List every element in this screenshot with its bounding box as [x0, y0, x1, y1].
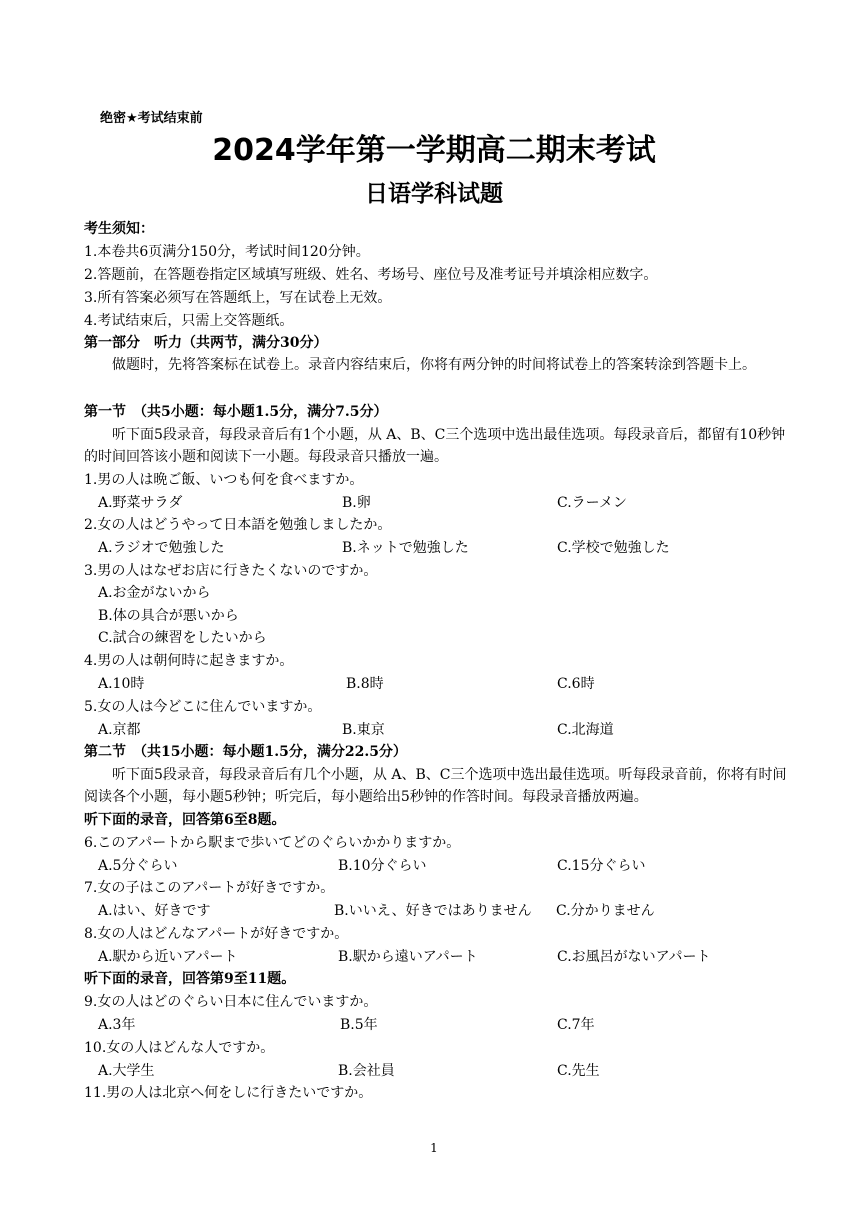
- option-a: A.野菜サラダ: [98, 495, 183, 511]
- question: 10.女の人はどんな人ですか。: [84, 1040, 275, 1056]
- page-number: 1: [430, 1141, 438, 1155]
- option-b: B.駅から遠いアパート: [338, 949, 478, 965]
- option-c: C.試合の練習をしたいから: [98, 630, 267, 646]
- option-c: C.学校で勉強した: [557, 540, 670, 556]
- exam-title: 2024学年第一学期高二期末考试: [212, 133, 656, 168]
- option-c: C.お風呂がないアパート: [557, 949, 711, 965]
- question: 1.男の人は晩ご飯、いつも何を食べますか。: [84, 472, 364, 488]
- question: 7.女の子はこのアパートが好きですか。: [84, 880, 335, 896]
- option-b: B.いいえ、好きではありません: [334, 903, 532, 919]
- option-b: B.8時: [346, 676, 384, 692]
- option-c: C.6時: [557, 676, 595, 692]
- option-c: C.北海道: [557, 722, 614, 738]
- option-a: A.京都: [98, 722, 141, 738]
- question: 8.女の人はどんなアパートが好きですか。: [84, 926, 349, 942]
- option-b: B.会社員: [338, 1063, 395, 1079]
- section2-heading: 第二节 （共15小题：每小题1.5分，满分22.5分）: [84, 744, 407, 760]
- option-b: B.10分ぐらい: [338, 858, 427, 874]
- option-c: C.15分ぐらい: [557, 858, 646, 874]
- option-c: C.分かりません: [556, 903, 655, 919]
- option-c: C.ラーメン: [557, 495, 627, 511]
- confidential-label: 绝密★考试结束前: [100, 111, 203, 126]
- question: 6.このアパートから駅まで歩いてどのぐらいかかりますか。: [84, 835, 461, 851]
- option-a: A.お金がないから: [98, 585, 211, 601]
- notice-item: 2.答题前，在答题卷指定区域填写班级、姓名、考场号、座位号及准考证号并填涂相应数字。: [84, 267, 658, 283]
- part1-heading: 第一部分 听力（共两节，满分30分）: [84, 335, 328, 351]
- notice-heading: 考生须知：: [84, 221, 154, 237]
- option-a: A.5分ぐらい: [98, 858, 178, 874]
- option-b: B.ネットで勉強した: [342, 540, 469, 556]
- question: 4.男の人は朝何時に起きますか。: [84, 653, 294, 669]
- question: 9.女の人はどのぐらい日本に住んでいますか。: [84, 994, 378, 1010]
- option-b: B.体の具合が悪いから: [98, 608, 239, 624]
- option-a: A.ラジオで勉強した: [98, 540, 225, 556]
- option-a: A.大学生: [98, 1063, 155, 1079]
- option-a: A.駅から近いアパート: [98, 949, 238, 965]
- question: 2.女の人はどうやって日本語を勉強しましたか。: [84, 517, 392, 533]
- notice-item: 4.考试结束后，只需上交答题纸。: [84, 313, 294, 329]
- section1-heading: 第一节 （共5小题：每小题1.5分，满分7.5分）: [84, 404, 388, 420]
- option-a: A.10時: [98, 676, 145, 692]
- option-c: C.7年: [557, 1017, 595, 1033]
- notice-item: 3.所有答案必须写在答题纸上，写在试卷上无效。: [84, 290, 392, 306]
- question: 3.男の人はなぜお店に行きたくないのですか。: [84, 563, 378, 579]
- section2-intro: 听下面5段录音，每段录音后有几个小题，从 A、B、C三个选项中选出最佳选项。听每段录音前，你将有时间阅读各个小题，每小题5秒钟；听完后，每小题给出5秒钟的作答时间。每段录音播放两遍。: [84, 767, 787, 805]
- question: 5.女の人は今どこに住んでいますか。: [84, 699, 322, 715]
- option-a: A.3年: [98, 1017, 136, 1033]
- section1-intro: 听下面5段录音，每段录音后有1个小题，从 A、B、C三个选项中选出最佳选项。每段录音后，都留有10秒钟的时间回答该小题和阅读下一小题。每段录音只播放一遍。: [84, 427, 786, 465]
- option-c: C.先生: [557, 1063, 600, 1079]
- option-b: B.東京: [342, 722, 385, 738]
- group-heading: 听下面的录音，回答第9至11题。: [84, 971, 296, 987]
- exam-subtitle: 日语学科试题: [365, 181, 503, 207]
- option-b: B.5年: [340, 1017, 378, 1033]
- part1-intro: 做题时，先将答案标在试卷上。录音内容结束后，你将有两分钟的时间将试卷上的答案转涂到答题卡上。: [112, 357, 756, 373]
- question: 11.男の人は北京へ何をしに行きたいですか。: [84, 1085, 373, 1101]
- option-a: A.はい、好きです: [98, 903, 211, 919]
- option-b: B.卵: [342, 495, 371, 511]
- notice-item: 1.本卷共6页满分150分，考试时间120分钟。: [84, 244, 370, 260]
- group-heading: 听下面的录音，回答第6至8题。: [84, 812, 286, 828]
